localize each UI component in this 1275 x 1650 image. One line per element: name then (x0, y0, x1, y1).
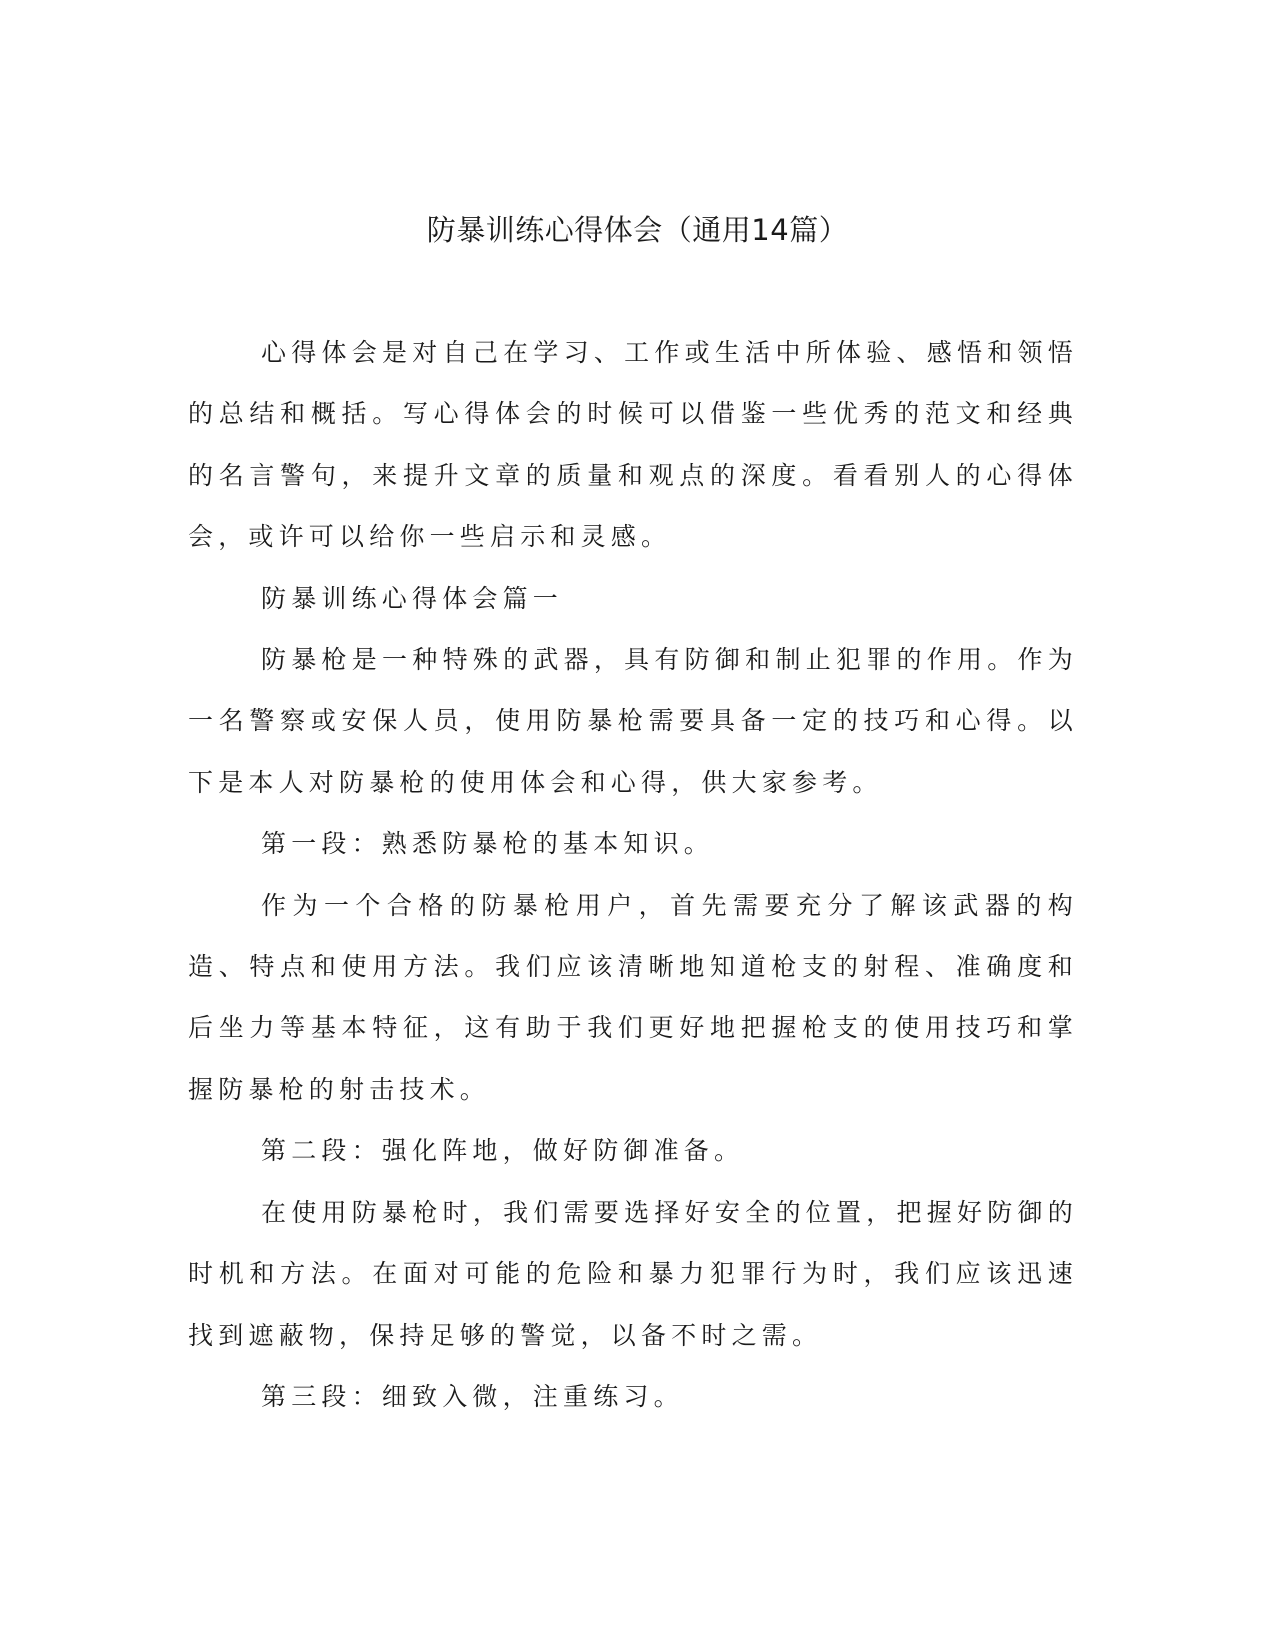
subsection-heading: 第三段：细致入微，注重练习。 (261, 1381, 684, 1411)
document-body (188, 322, 1078, 1427)
document-title: 防暴训练心得体会（通用14篇） (426, 213, 849, 247)
body-paragraph: 作为一个合格的防暴枪用户，首先需要充分了解该武器的构造、特点和使用方法。我们应该清晰地知道枪支的射程、准确度和后坐力等基本特征，这有助于我们更好地把握枪支的使用技巧和掌握防暴枪的射击技术。 (188, 890, 1078, 1104)
section-heading: 防暴训练心得体会篇一 (261, 583, 564, 613)
body-paragraph: 在使用防暴枪时，我们需要选择好安全的位置，把握好防御的时机和方法。在面对可能的危险和暴力犯罪行为时，我们应该迅速找到遮蔽物，保持足够的警觉，以备不时之需。 (188, 1197, 1078, 1350)
subsection-heading: 第一段：熟悉防暴枪的基本知识。 (261, 829, 715, 859)
subsection-heading: 第二段：强化阵地，做好防御准备。 (261, 1136, 745, 1166)
intro-paragraph: 心得体会是对自己在学习、工作或生活中所体验、感悟和领悟的总结和概括。写心得体会的时候可以借鉴一些优秀的范文和经典的名言警句，来提升文章的质量和观点的深度。看看别人的心得体会，或许可以给你一些启示和灵感。 (188, 338, 1078, 552)
body-paragraph: 防暴枪是一种特殊的武器，具有防御和制止犯罪的作用。作为一名警察或安保人员，使用防暴枪需要具备一定的技巧和心得。以下是本人对防暴枪的使用体会和心得，供大家参考。 (188, 645, 1078, 797)
